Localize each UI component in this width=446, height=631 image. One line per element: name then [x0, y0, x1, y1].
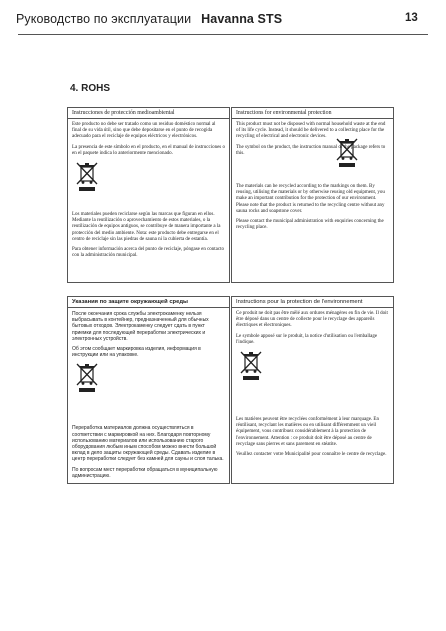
paragraph-es-1: Este producto no debe ser tratado como un residuo doméstico normal al final de su vida útil, sino que debe depositarse en el punto de recogida adecuado para el reciclaje de equipos eléctricos y electrónicos.	[72, 122, 216, 140]
paragraph-en-2: The symbol on the product, the instruction manual or the package refers to this.	[236, 144, 386, 156]
paragraph-en-1: This product must not be disposed with normal household waste at the end of its life cycle. Instead, it should be delivered to a collecting place for the recycling of electrical and electronic devices.	[236, 122, 386, 140]
paragraph-es-3: Los materiales pueden reciclarse según las marcas que figuran en ellos. Mediante la reutilización o aprovechamiento de estos materiales, o la reutilización de equipos antiguos, se contribuye de manera importante a la protección del medio ambiente. Nota: este producto debe entregarse en el centro de reciclaje sin las piedras de sauna ni la cubierta de estantía.	[72, 212, 221, 242]
section-title: 4. ROHS	[70, 83, 111, 94]
box-title-fr: Instructions pour la protection de l'environnement	[232, 299, 393, 308]
page-number: 13	[405, 12, 418, 24]
box-title-es: Instrucciones de protección medioambiental	[68, 110, 229, 119]
paragraph-ru-4: По вопросам мест переработки обращаться в муниципальную администрацию.	[72, 466, 218, 479]
paragraph-fr-2: Le symbole apposé sur le produit, la notice d'utilisation ou l'emballage l'indique.	[236, 333, 378, 345]
paragraph-fr-3: Les matières peuvent être recyclées conformément à leur marquage. En réutilisant, recyclant les matières ou en utilisant différemment un vieil équipement, vous contribuez considérablement à la protection de l'environnement. Attention : ce produit doit être déposé au centre de recyclage sans pierres et sans parement en stéatite.	[236, 417, 379, 447]
weee-bin-icon	[76, 362, 225, 399]
paragraph-es-2: La presencia de este símbolo en el producto, en el manual de instrucciones o en el paquete indica lo anteriormente mencionado.	[72, 144, 226, 156]
paragraph-ru-1: После окончания срока службы электрокаменку нельзя выбрасывать в контейнер, предназначенный для обычных бытовых отходов. Электрокаменку следует сдать в пункт приемки для последующей переработки электрических и электронных устройств.	[72, 311, 209, 342]
box-title-en: Instructions for environmental protection	[232, 110, 393, 119]
model-name: Havanna STS	[201, 12, 283, 26]
document-header	[16, 12, 282, 26]
manual-title: Руководство по эксплуатации	[16, 12, 192, 26]
box-title-ru: Указания по защите окружающей среды	[68, 299, 229, 308]
instruction-box-fr	[231, 296, 394, 484]
paragraph-en-3: The materials can be recycled according to the markings on them. By reusing, utilising the materials or by otherwise reusing old equipment, you make an important contribution for the protection of our environment. Please note that the product is returned to the recycling centre without any sauna rocks and soapstone cover.	[236, 184, 385, 214]
instruction-box-ru	[67, 296, 230, 484]
instruction-box-es	[67, 107, 230, 283]
weee-bin-icon	[336, 137, 389, 174]
weee-bin-icon	[240, 350, 389, 387]
paragraph-ru-3: Переработка материалов должна осуществляться в соответствии с маркировкой на них. Благодаря повторному использованию материалов или использованию старого оборудования любым иным способом можно внести большой вклад в дело защиты окружающей среды. Сдавать изделие в центр переработки следует без камней для сауны и слоя талька.	[72, 425, 224, 463]
paragraph-fr-4: Veuillez contacter votre Municipalité pour connaître le centre de recyclage.	[236, 452, 387, 458]
paragraph-en-4: Please contact the municipal administration with enquiries concerning the recycling place.	[236, 219, 384, 231]
header-divider	[18, 34, 428, 35]
paragraph-fr-1: Ce produit ne doit pas être mêlé aux ordures ménagères en fin de vie. Il doit être déposé dans un centre de collecte pour le recyclage des appareils électriques et électroniques.	[236, 311, 388, 329]
instruction-box-en	[231, 107, 394, 283]
weee-bin-icon	[76, 161, 225, 198]
paragraph-es-4: Para obtener información acerca del punto de reciclaje, póngase en contacto con la administración municipal.	[72, 247, 225, 259]
paragraph-ru-2: Об этом сообщает маркировка изделия, информация в инструкции или на упаковке.	[72, 346, 201, 359]
